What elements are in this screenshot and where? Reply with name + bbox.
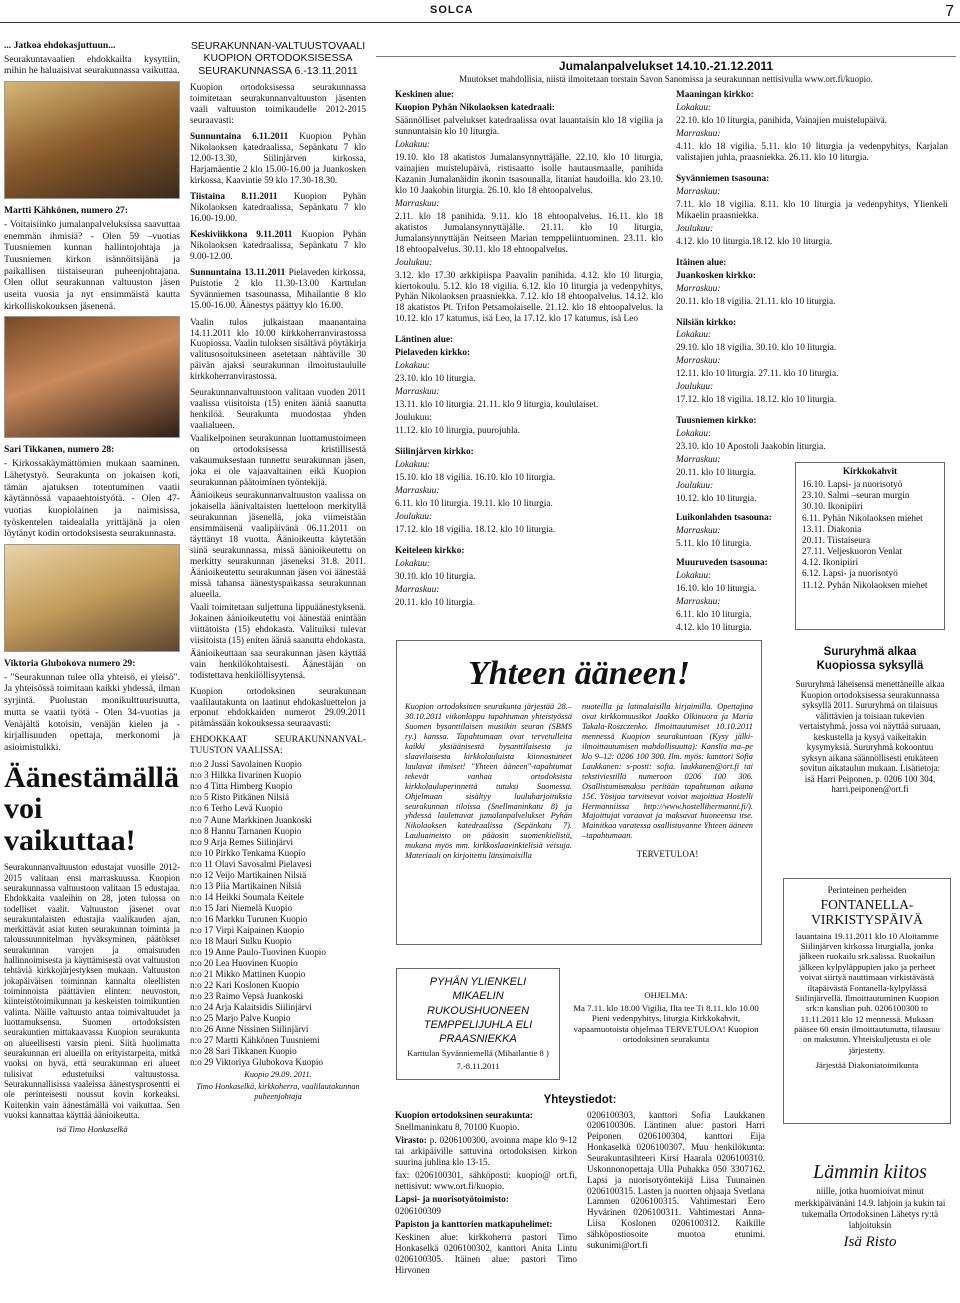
month-label: Lokakuu: xyxy=(676,429,712,440)
church-maaninka: Maaningan kirkko: xyxy=(676,90,754,100)
fontanella-title: FONTANELLA-VIRKISTYSPÄIVÄ xyxy=(811,896,923,927)
contacts-office: p. 0206100300, avoinna mape klo 9-12 tai arkipäiville sattuvina ortodoksisen kirkon suurina juhlina klo 13-15. xyxy=(395,1135,578,1167)
month-label: Joulukuu: xyxy=(676,382,714,393)
service-text: 10.12. klo 10 liturgia. xyxy=(676,494,757,505)
service-text: 4.11. klo 18 vigilia. 5.11. klo 10 liturgia ja vedenpyhitys, Karjalan valistajien juhla, praasniekka. 26.11. klo 10 liturgia. xyxy=(676,141,948,163)
service-text: 23.10. klo 10 Apostoli Jaakobin liturgia. xyxy=(676,442,826,453)
candidate-photo-28 xyxy=(4,316,180,438)
candidate-entry: n:o 13 Piia Martikainen Nilsiä xyxy=(190,880,302,891)
solia-logo: SOLCA xyxy=(430,4,474,16)
masthead-rule xyxy=(0,22,960,23)
date-1-text: Kuopion Pyhän Nikolaoksen katedraalissa, Sepänkatu 7 klo 12.00-13.30, Siilinjärven kirkossa, Harjamäentie 2 klo 15.00-16.00 ja Juankosken kirkossa, Kaavintie 59 klo 17.30-18.30. xyxy=(190,132,367,186)
candidate-entry: n:o 28 Sari Tikkanen Kuopio xyxy=(190,1046,297,1057)
contacts-staff: 0206100303, kanttori Sofia Laukkanen 0206100306. Läntinen alue: pastori Harri Peiponen 0206100304, kanttori Eija Honkaselkä 0206100307. Muu henkilökunta: Seurakuntasihteeri Kirsi Haarala 0206100310. Uskonnonopettaja Ulla Puhakka 050 3307162. Lapsi ja nuorisotyöntekijä Liisa Tuunainen 0206100315. Lasten ja nuorten ohjaaja Svetlana Lammen 0206100315. Vahtimestari Eero Hyvärinen 0206100311. Vahtimestari Anna-Liisa Koslonen 0206100312. Kaikille sähköpostiosoite muotoa etunimi. sukunimi@ort.fi xyxy=(587,1109,765,1250)
month-label: Joulukuu: xyxy=(676,481,714,492)
services-subtitle: Muutokset mahdollisia, niistä ilmoitetaan torstain Savon Sanomissa ja seurakunnan nettisivulla www.ort.fi/kuopio. xyxy=(459,73,873,84)
mikael-date: 7.-8.11.2011 xyxy=(456,1060,500,1071)
month-label: Joulukuu: xyxy=(676,223,714,234)
signature-name: Timo Honkaselkä, kirkkoherra, vaalilautakunnan puheenjohtaja xyxy=(196,1082,360,1101)
contacts-parish: Kuopion ortodoksinen seurakunta: xyxy=(395,1109,533,1120)
date-2-text: Kuopion Pyhän Nikolaoksen katedraalissa, Sepänkatu 7 klo 16.00-19.00. xyxy=(190,191,367,224)
date-3-heading: Keskiviikkona 9.11.2011 xyxy=(190,229,293,240)
yhteen-right-text: nuoteilla ja latinalaisilla kirjaimilla. Opettajina ovat kirkkomuusikot Jaakko Olkinuora ja Maria Takala-Roszczenko. Ilmoittautumiset 10.10.2011 mennessä Kuopion seurakuntaan (Kysy jälki-ilmoittautumisen mahdollisuutta): Kanslia ma–pe klo 9–12: 0206 100 300. Ilm. myös: kanttori Sofia Laukkanen: s-posti: sofia. laukkanen@ort.fi tai tekstiviestillä numeroon 0206 100 306. Osallistumismaksu peritään tapahtuman aikana 15€. Yösijaa tarvitsevat voivat majoittua Hostelli Hermanniissa http://www.hostellihermanni.fi/). Majoittujat varaavat ja maksavat huoneensa itse. Mainitkaa varatessa osallistuvanne Yhteen ääneen –tapahtumaan. xyxy=(582,702,753,841)
masthead xyxy=(0,0,960,30)
candidate-entry: n:o 23 Raimo Vepsä Juankoski xyxy=(190,991,304,1001)
service-text: 29.10. klo 18 vigilia. 30.10. klo 10 liturgia. xyxy=(676,343,837,354)
church-syvanniemi: Syvänniemen tsasouna: xyxy=(676,173,770,184)
month-label: Lokakuu: xyxy=(395,139,431,150)
date-4-heading: Sunnuntaina 13.11.2011 xyxy=(190,267,286,278)
month-label: Lokakuu: xyxy=(676,102,712,113)
thanks-title: Lämmin kiitos xyxy=(813,1161,927,1183)
church-coffee-title: Kirkkokahvit xyxy=(842,467,898,477)
thanks-sign: Isä Risto xyxy=(843,1234,897,1251)
program-heading: OHJELMA: xyxy=(644,990,688,1000)
date-1-heading: Sunnuntaina 6.11.2011 xyxy=(190,132,289,142)
service-text: 20.11. klo 18 vigilia. 21.11. klo 10 liturgia. xyxy=(676,296,836,307)
church-luikonlahti: Luikonlahden tsasouna: xyxy=(676,513,772,524)
candidate-entry: n:o 10 Pirkko Tenkama Kuopio xyxy=(190,847,306,858)
program-text: Ma 7.11. klo 18.00 Vigilia, Ilta tee Ti 8.11. klo 10.00 Pieni vedenpyhitys, liturgia Kirkkokahvit, vapaamuotoista ohjelmaa TERVETULOA! Kuopion ortodoksinen seurakunta xyxy=(573,1002,759,1045)
candidate-entry: n:o 3 Hilkka Iivarinen Kuopio xyxy=(190,770,302,781)
month-label: Marraskuu: xyxy=(676,455,721,466)
contacts-address: Snellmaninkatu 8, 70100 Kuopio. xyxy=(395,1122,520,1133)
elected-paragraph: Seurakunnanvaltuustoon valitaan vuoden 2011 vaalissa viisitoista (15) eniten ääniä saanutta henkilöä. Seurakunta muodostaa yhden vaalialueen. xyxy=(190,388,366,432)
contacts-youth: 0206100309 xyxy=(395,1206,441,1217)
cathedral-december: 3.12. klo 17.30 arkkipiispa Paavalin panihida. 4.12. klo 10 liturgia, kiertokoulu. 5.12. klo 18 vigilia. 6.12. klo 10 liturgia ja vedenpyhitys, Pyhän Nikolaoksen praasniekka. 7.12. klo 18 ehtoopalvelus. 14.12. klo 18 akatistos Pt. Trifon Petsamolaiselle. 21.12. klo 18 ehtoopalvelus. la 10.12. klo 17 katumus, isä Leo, la 17.12. klo 17 katumus, isä Leo xyxy=(395,270,663,325)
month-label: Lokakuu: xyxy=(395,558,431,569)
candidate-entry: n:o 6 Terho Levä Kuopio xyxy=(190,803,283,814)
month-label: Marraskuu: xyxy=(676,186,721,197)
services-header xyxy=(376,56,956,85)
yhteen-left-text: Kuopion ortodoksinen seurakunta järjestää 28.–30.10.2011 viikonloppu tapahtuman yhteistyössä Suomen bysanttilaisen musiikin seuran (SBMS ry.) kanssa. Tapahtumaan ovat tervetulleita kaikki yksiäänisestä bysanttilaisesta ja slaavilaisesta kirkkolauluista kiinnostuneet laulavat ihmiset! "Yhteen ääneen"-tapahtumat tekevät vanhaa ortodoksista kirkkolauluperinnettä tutuksi Suomessa. Ohjelmaan sisältyy luuluharjoituksia seurakunnan tiloissa (Snellmaninkatu 8) ja yhdessä laulettavat jumalanpalvelukset Pyhän Nikolaoksen katedraalissa (Sepänkatu 7). Lauluaineisto on pääosin suomenkielistä, mukana myös mm. kirkkoslaavinkielisiä veisuja. Materiaali on kirjoitettu länsimaisilla xyxy=(405,702,573,861)
month-label: Joulukuu: xyxy=(395,257,433,268)
vote-headline: Äänestämällä voi vaikuttaa! xyxy=(4,760,179,857)
vote-text: Seurakunnanvaltuuston edustajat vuosille 2012-2015 valitaan ensi marraskuussa. Kuopion seurakunnassa valtuustoon valitaan 15 edustajaa. Ehdokkaita vaaleihin on 28, joten tulossa on todelliset vaalit. Valtuuston jäsenet ovat seurakuntalaisten edustajia vaalikauden ajan, merkittävät asiat kuten seurakunnan toiminta ja taloussuunnitelman hyväksyminen, päätökset seurakunnan varojen ja omaisuuden hallinnoimisesta ja käyttämisestä ovat valtuuston tehtäviä kirkkojärjestyksen mukaan. Valtuuston jokapäiväisen toiminnan kannalta oleellisten toiminnoista päättävien elinten: neuvoston, kiinteistötoimikunnan ja keskeisten toimikuntien valinta. Näille valtuusto antaa toimivaltuudet ja luottamuksensa. Suomen ortodoksisten seurakuntien mittakaavassa Kuopion seurakunta on alueellisesti varsin pieni. Siitä huolimatta seurakunnan eri alueilla on erityistarpeita, mitkä vuoksi on hyvä, että seurakunnan eri alueet tulisivat edustetuiksi valtuustossa. Seurakunnallisissa vaaleissa äänestysprosentti ei ole perinteisesti noussut kovin korkeaksi. Kuitenkin vain äänestämällä voi vaikuttaa. Sen vuoksi kannattaa käyttää äänioikeutta. xyxy=(4,862,180,1121)
services-title: Jumalanpalvelukset 14.10.-21.12.2011 xyxy=(558,59,774,73)
yhteen-aaneen-box xyxy=(396,640,762,945)
fontanella-text: lauantaina 19.11.2011 klo 10 Aloitamme Siilinjärven kirkossa liturgialla, jonka jälkeen ruokailu srk.salissa. Ruokailun jälkeen kylpyläppupien jako ja perheet voivat siirtyä nauttimaan virkistävästä iltapäivästä Fontanella-kylpylässä Siilinjärvellä. Ilmoittautuminen Kuopion srk:n kanslian puh. 0206100300 to 11.11.2011 klo 12 mennessä. Mukaan pääsee 60 ensin ilmoittautunutta, tilausuu on maksuton. Yhteiskuljetusta ei ole järjestetty. xyxy=(794,930,940,1055)
election-heading: SEURAKUNNAN-VALTUUSTOVAALI KUOPION ORTODOKSISESSA SEURAKUNNASSA 6.-13.11.2011 xyxy=(190,40,366,77)
service-text: 6.11. klo 10 liturgia. xyxy=(676,609,752,620)
month-label: Lokakuu: xyxy=(395,460,431,471)
month-label: Lokakuu: xyxy=(395,361,431,372)
church-coffee-list xyxy=(802,480,938,592)
month-label: Marraskuu: xyxy=(676,596,721,607)
candidate-entry: n:o 14 Heikki Soumala Keitele xyxy=(190,891,304,902)
candidate-28-name: Sari Tikkanen, numero 28: xyxy=(4,444,115,456)
service-text: 13.11. klo 10 liturgia. 21.11. klo 9 liturgia, koululaiset. xyxy=(395,400,599,411)
vote-signature: isä Timo Honkaselkä xyxy=(56,1124,128,1135)
church-coffee-item: 13.11. Diakonia xyxy=(802,524,862,535)
service-text: 11.12. klo 10 liturgia, puurojuhla. xyxy=(395,426,520,437)
cathedral-october: 19.10. klo 18 akatistos Jumalansynnyttäjälle. 22.10. klo 10 liturgia, vainajien muistelupäivä, ristisaatto isolle hautausmaalle, panihida Kazanin Jumalanäidin ikonin tsasounalla, litaniat haudoilla. klo 23.10. klo 10 Jaakobin liturgia. 26.10. klo 18 ehtoopalvelus. xyxy=(395,152,663,196)
service-text: 12.11. klo 10 liturgia. 27.11. klo 10 liturgia. xyxy=(676,369,839,380)
church-nilsia: Nilsiän kirkko: xyxy=(676,317,737,328)
voting-right-paragraph: Äänioikeus seurakunnanvaltuuston vaalissa on jokaisella äänivaltaisten luetteloon merkityllä seurakunnan jäsenellä, joka viimeistään ensimmäisenä vaalipäivänä 06.11.2011 on täyttänyt 18 vuotta. Äänioikeutta käytetään siinä seurakunnassa, missä äänioikeutettu on merkitty seurakunnan jäseneksi 31.8. 2011. Äänioikeutettu seurakunnan jäsen voi äänestää missä tahansa äänestyspaikassa seurakunnan alueella. xyxy=(190,491,366,600)
month-label: Marraskuu: xyxy=(395,584,440,595)
intro-title: ... Jatkoa ehdokasjuttuun... xyxy=(4,40,116,51)
grief-group-block xyxy=(795,646,945,797)
services-rule xyxy=(376,56,956,57)
result-paragraph: Vaalin tulos julkaistaan maanantaina 14.11.2011 klo 10.00 kirkkoherranvirastossa Kuopiossa. Vaalin tuloksen sisältävä pöytäkirja valitusosoituksineen asetetaan nähtäville 30 päivän ajaksi seurakunnan ilmoitustaululle kirkkoherranvirastossa. xyxy=(190,317,366,383)
candidate-28-text: - Kirkossakäymättömien mukaan saaminen. Lähetystyö. Seurakunta on jokaisen koti, tämän ajatuksen toteutuminen vaatii käytännössä vapaaehtoistyötä. - Olen 47-vuotias kuopiolainen ja naimisissa, työskentelen taidealalla yrittäjänä ja olen löytänyt kodin ortodoksisesta seurakunnasta. xyxy=(4,458,180,540)
page-number: 7 xyxy=(945,3,954,20)
date-3-text: Kuopion Pyhän Nikolaoksen katedraalissa, Sepänkatu 7 klo 9.00-12.00. xyxy=(190,229,367,262)
service-text: 17.12. klo 18 vigilia. 18.12. klo 10 liturgia. xyxy=(395,524,556,535)
date-4-text: Pielaveden kirkossa, Puistotie 2 klo 11.30-13.00 Karttulan Syvänniemen tsasounassa, Mihailantie 8 klo 15.00-16.00. Äänestys päättyy klo 16.00. xyxy=(190,267,366,311)
service-text: 17.12. klo 18 vigilia. 18.12. klo 10 liturgia. xyxy=(676,395,837,406)
fontanella-pre: Perinteinen perheiden xyxy=(827,885,907,895)
church-coffee-item: 6.11. Pyhän Nikolaoksen miehet xyxy=(802,513,923,524)
date-2-heading: Tiistaina 8.11.2011 xyxy=(190,191,278,202)
list-paragraph: Kuopion ortodoksinen seurakunnan vaalilautakunta on laatinut ehdokasluettelon ja erponut ehdokkaiden numerot 29.09.2011 pitämässään kokouksessa seuraavasti: xyxy=(190,686,366,730)
service-text: 7.11. klo 18 vigilia. 8.11. klo 10 liturgia ja vedenpyhitys, Ylienkeli Mikaelin praasniekka. xyxy=(676,199,948,221)
region-east: Itäinen alue: xyxy=(676,257,727,268)
candidate-entry: n:o 8 Hannu Tarnanen Kuopio xyxy=(190,825,302,836)
candidate-entry: n:o 16 Markku Turunen Kuopio xyxy=(190,913,308,924)
candidates-column xyxy=(4,40,180,1137)
services-col-a xyxy=(395,90,663,611)
candidate-29-text: - "Seurakunnan tulee olla yhteisö, ei yleisö". Ja yhteisössä toimitaan kaikki yhdessä, ilman syrjintä. Puolustan monikulttuurisuutta, mutta se vaatii työtä - Olen 34-vuotias ja Venäjältä kotoisin, venäjän kielen ja -kirjallisuuden opettaja, merkonomi ja asioimistulkki. xyxy=(4,671,180,753)
cathedral-november: 2.11. klo 18 panihida. 9.11. klo 18 ehtoopalvelus. 16.11. klo 18 akatistos Jumalansynnyttäjälle. 21.11. klo 10 liturgia, Jumalansynnyttäjän Neitseen Marian temppeliintuominen. 23.11. klo 18 ehtoopalvelus. 30.11. klo 18 ehtoopalvelus. xyxy=(395,211,663,255)
church-keitele: Keiteleen kirkko: xyxy=(395,545,465,556)
contacts-title: Yhteystiedot: xyxy=(543,1094,617,1106)
service-text: 23.10. klo 10 liturgia. xyxy=(395,374,476,385)
month-label: Marraskuu: xyxy=(395,486,440,497)
cathedral-intro: Säännölliset palvelukset katedraalissa ovat lauantaisin klo 18 vigilia ja sunnuntaisin klo 10 liturgia. xyxy=(395,115,663,137)
service-text: 15.10. klo 18 vigilia. 16.10. klo 10 liturgia. xyxy=(395,473,556,484)
church-coffee-item: 23.10. Salmi –seuran murgin xyxy=(802,491,910,502)
month-label: Marraskuu: xyxy=(676,526,721,537)
fontanella-sign: Järjestää Diakoniatoimikunta xyxy=(815,1060,919,1071)
service-text: 20.11. klo 10 liturgia. xyxy=(676,468,757,479)
intro-text: Seurakuntavaalien ehdokkailta kysyttiin, mihin he haluaisivat seurakunnassa vaikuttaa. xyxy=(4,53,180,77)
candidate-photo-27 xyxy=(4,81,180,199)
service-text: 5.11. klo 10 liturgia. xyxy=(676,539,752,549)
month-label: Joulukuu: xyxy=(395,413,432,424)
service-text: 22.10. klo 10 liturgia, panihida, Vainajien muistelupäivä. xyxy=(676,115,888,126)
candidate-entry: n:o 2 Jussi Savolainen Kuopio xyxy=(190,759,302,770)
candidate-entry: n:o 18 Mauri Sulku Kuopio xyxy=(190,935,292,946)
church-coffee-item: 16.10. Lapsi- ja nuorisotyö xyxy=(802,480,903,491)
grief-title: Sururyhmä alkaa Kuopiossa syksyllä xyxy=(816,646,924,672)
church-coffee-box xyxy=(795,462,945,630)
region-west: Läntinen alue: xyxy=(395,335,454,346)
candidate-entry: n:o 26 Anne Nissinen Siilinjärvi xyxy=(190,1024,309,1035)
ballot-paragraph: Vaali toimitetaan suljettuna lippuäänestyksenä. Jokainen äänioikeutettu voi äänestää enintään viittätoista (15) ehdokasta. Valituiksi tulevat viisitoista (15) eniten ääniä saanutta ehdokasta. xyxy=(190,602,366,646)
month-label: Marraskuu: xyxy=(676,283,721,294)
contacts-clergy-label: Papiston ja kanttorien matkapuhelimet: xyxy=(395,1219,553,1230)
candidates-heading: EHDOKKAAT SEURAKUNNANVAL-TUUSTON VAALISSA: xyxy=(190,735,366,757)
election-intro: Kuopion ortodoksisessa seurakunnassa toimitetaan seurakunnanvaltuuston jäsenten vaali valtuuston toimikaudelle 2012-2015 seuraavasti: xyxy=(190,83,366,127)
candidate-photo-29 xyxy=(4,544,180,652)
thanks-block xyxy=(790,1160,950,1254)
service-text: 4.12. klo 10 liturgia. xyxy=(676,622,752,633)
candidate-entry: n:o 27 Martti Kähkönen Tuusniemi xyxy=(190,1035,320,1046)
church-siilinjarvi: Siilinjärven kirkko: xyxy=(395,447,474,458)
candidate-entry: n:o 29 Viktoriya Glubokova Kuopio xyxy=(190,1057,323,1068)
contacts-clergy: Keskinen alue: kirkkoherra pastori Timo Honkaselkä 0206100302, kanttori Anita Lintu 0206100305. Itäinen alue: pastori Timo Hirvonen xyxy=(395,1232,577,1275)
yhteen-title: Yhteen ääneen! xyxy=(468,655,690,692)
month-label: Marraskuu: xyxy=(395,387,440,398)
candidate-entry: n:o 17 Virpi Kaipainen Kuopio xyxy=(190,924,305,935)
candidate-entry: n:o 22 Kari Koslonen Kuopio xyxy=(190,979,300,990)
candidate-entry: n:o 15 Jari Niemelä Kuopio xyxy=(190,902,293,913)
signature-date: Kuopio 29.09. 2011. xyxy=(244,1070,312,1080)
church-coffee-item: 30.10. Ikonipiiri xyxy=(802,502,863,513)
thanks-text: niille, jotka huomioivat minut merkkipäivänäni 14.9. lahjoin ja kukin tai tukemalla Ortodoksinen Lähetys ry:tä lahjoituksin xyxy=(794,1186,946,1231)
candidate-entry: n:o 5 Risto Pitkänen Nilsiä xyxy=(190,792,290,803)
contacts-block xyxy=(395,1094,765,1278)
yhteen-welcome: TERVETULOA! xyxy=(636,849,699,860)
church-pielavesi: Pielaveden kirkko: xyxy=(395,348,471,359)
candidate-entry: n:o 4 Titta Himberg Kuopio xyxy=(190,781,293,792)
grief-text: Sururyhmä läheisensä menettäneille alkaa Kuopion ortodoksisessa seurakunnassa syksyllä 2011. Sururyhmä on tilaisuus välittävien ja toisiaan tukevien vertaistyhmä, jossa voi näyttää suruaan, keskustella ja kysyä vaikeitakin kysymyksiä. Sururyhmä kokoontuu syksyn aikana säännöllisesti etukäteen sovitun aikataulun mukaan. Lisätietoja: isä Harri Peiponen, p. 0206 100 304, harri.peiponen@ort.fi xyxy=(795,679,945,795)
service-text: 4.12. klo 10 liturgia.18.12. klo 10 liturgia. xyxy=(676,236,833,247)
month-label: Marraskuu: xyxy=(395,198,440,209)
identity-paragraph: Äänioikeuttaan saa seurakunnan jäsen käyttää vain henkilökohtaisesti. Äänestäjän on todistettava henkilöllisyytensä. xyxy=(190,648,366,681)
service-text: 16.10. klo 10 liturgia. xyxy=(676,583,757,594)
month-label: Joulukuu: xyxy=(395,511,433,522)
eligibility-paragraph: Vaalikelpoinen seurakunnan luottamustoimeen on ortodoksisessa kristillisestä vakaumuksestaan tunnettu seurakunnan jäsen, joka ei ole vajaavaltainen eikä Kuopion seurakunnan päätoiminen työntekijä. xyxy=(190,434,366,489)
candidate-entry: n:o 9 Arja Remes Siilinjärvi xyxy=(190,836,294,847)
candidate-29-name: Viktoria Glubokova numero 29: xyxy=(4,658,136,670)
candidate-entry: n:o 7 Aune Markkinen Juankoski xyxy=(190,814,312,825)
month-label: Marraskuu: xyxy=(676,356,721,367)
church-coffee-item: 27.11. Veljeskuoron Venlat xyxy=(802,547,903,558)
church-coffee-item: 20.11. Tiistaiseura xyxy=(802,535,871,546)
cathedral-heading: Kuopion Pyhän Nikolaoksen katedraali: xyxy=(395,102,555,113)
service-text: 6.11. klo 10 liturgia. 19.11. klo 10 liturgia. xyxy=(395,499,553,509)
fontanella-box xyxy=(783,878,951,1124)
mikael-title: PYHÄN YLIENKELI MIKAELIN RUKOUSHUONEEN TEMPPELIJUHLA ELI PRAASNIEKKA xyxy=(423,976,533,1046)
church-coffee-item: 11.12. Pyhän Nikolaoksen miehet xyxy=(802,580,928,591)
candidate-27-name: Martti Kähkönen, numero 27: xyxy=(4,205,129,217)
month-label: Lokakuu: xyxy=(676,570,712,581)
candidate-entry: n:o 19 Anne Paulo-Tuovinen Kuopio xyxy=(190,946,326,957)
service-text: 20.11. klo 10 liturgia. xyxy=(395,597,476,608)
candidate-entry: n:o 12 Veijo Martikainen Nilsiä xyxy=(190,869,307,880)
church-juankoski: Juankosken kirkko: xyxy=(676,270,756,281)
mikael-place: Karttulan Syvänniemellä (Mihailantie 8 ) xyxy=(407,1048,549,1059)
candidate-27-text: - Voitaisiinko jumalanpalveluksissa saavuttaa enemmän ihmisiä? - Olen 59 –vuotias Tuusniemen kunnan hallintojohtaja ja Tuusniemen kirkon isännöitsijänä ja paikallisen tiistaiseuran puheenjohtajana. Olen ollut seurakunnan valtuuston jäsen useita vuosia ja nyt ensimmäistä kautta kirkolliskokouksen jäsenenä. xyxy=(4,218,180,312)
region-central: Keskinen alue: xyxy=(395,90,455,100)
month-label: Lokakuu: xyxy=(676,330,712,341)
candidate-entry: n:o 24 Arja Kalaitsidis Siilinjärvi xyxy=(190,1002,312,1013)
candidate-entry: n:o 21 Mikko Mattinen Kuopio xyxy=(190,968,306,979)
church-coffee-item: 4.12. Ikonipiiri xyxy=(802,558,859,569)
church-coffee-item: 6.12. Lapsi- ja nuorisotyö xyxy=(802,569,898,580)
candidate-entry: n:o 25 Marjo Palve Kuopio xyxy=(190,1013,291,1024)
contacts-fax: fax: 0206100301, sähköposti: kuopio@ ort.fi, nettisivut: www.ort.fi/kuopio. xyxy=(395,1169,577,1191)
mikael-box xyxy=(396,968,560,1080)
candidate-entry: n:o 20 Lea Huovinen Kuopio xyxy=(190,957,298,968)
church-muuruvesi: Muuruveden tsasouna: xyxy=(676,557,768,568)
candidates-list xyxy=(190,759,366,1068)
contacts-office-label: Virasto: xyxy=(395,1135,427,1146)
program-block xyxy=(572,990,760,1047)
church-tuusniemi: Tuusniemen kirkko: xyxy=(676,416,757,427)
service-text: 30.10. klo 10 liturgia. xyxy=(395,571,476,582)
month-label: Marraskuu: xyxy=(676,128,721,139)
candidate-entry: n:o 11 Olavi Savosalmi Pielavesi xyxy=(190,858,312,869)
contacts-youth-label: Lapsi- ja nuorisotyötoimisto: xyxy=(395,1193,509,1204)
election-column xyxy=(190,40,366,1104)
